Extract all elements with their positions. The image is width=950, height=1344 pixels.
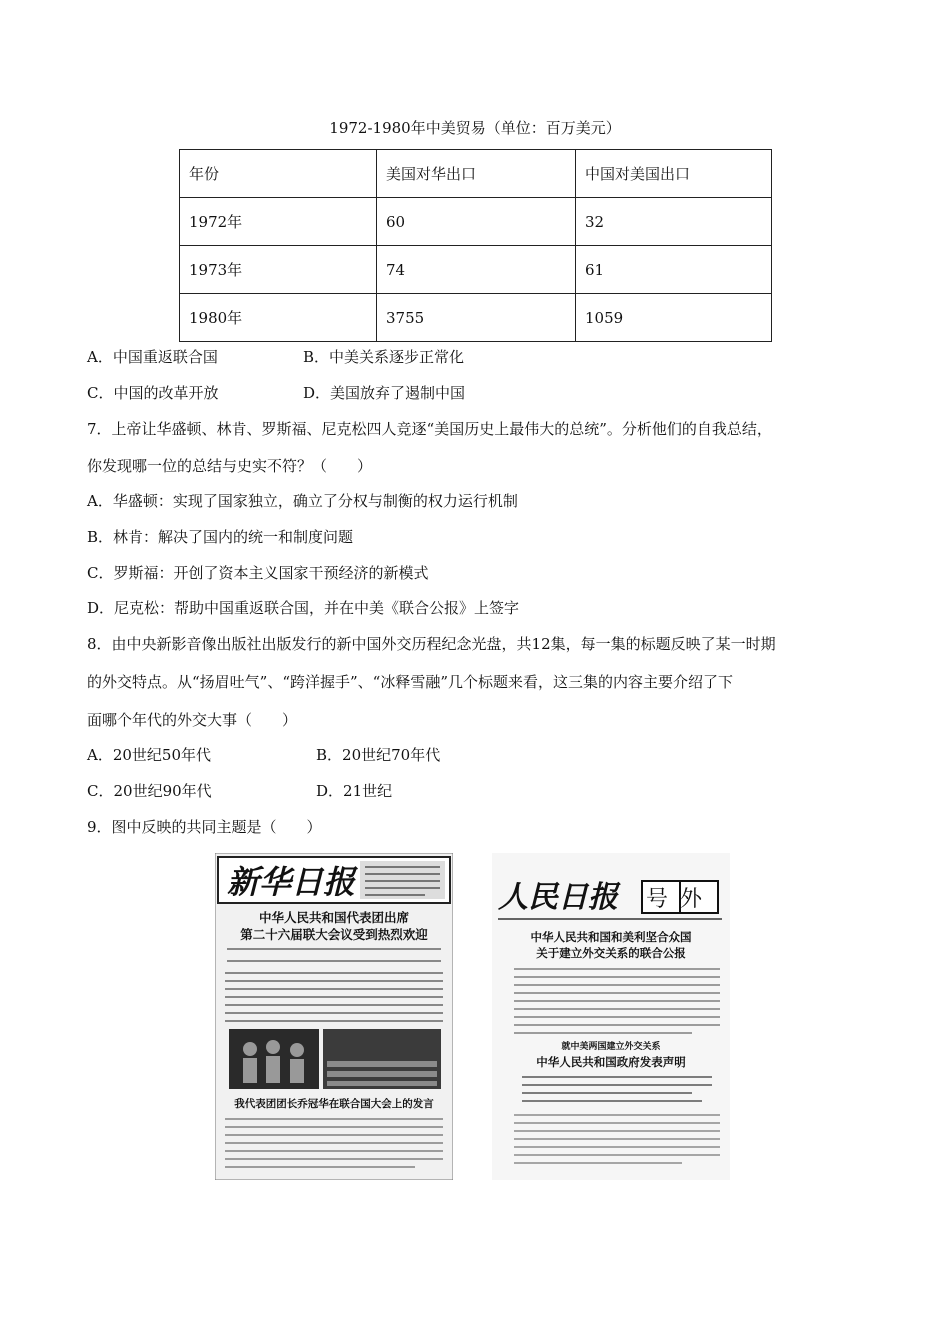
table-caption: 1972-1980年中美贸易（单位：百万美元） xyxy=(329,119,621,137)
table-cell: 32 xyxy=(576,198,772,246)
q8-option-b: B．20世纪70年代 xyxy=(316,746,441,764)
table-header-cell: 年份 xyxy=(180,150,377,198)
q8-option-a: A．20世纪50年代 xyxy=(87,746,212,764)
table-cell: 1973年 xyxy=(180,246,377,294)
q7-option-a: A．华盛顿：实现了国家独立，确立了分权与制衡的权力运行机制 xyxy=(87,492,518,510)
table-row xyxy=(180,198,772,246)
q6-option-a: A．中国重返联合国 xyxy=(87,348,218,366)
q8-option-c: C．20世纪90年代 xyxy=(87,782,212,800)
q6-option-d: D．美国放弃了遏制中国 xyxy=(303,384,466,402)
newspaper-xinhua-image xyxy=(215,853,453,1180)
q8-stem-line3: 面哪个年代的外交大事（ ） xyxy=(87,711,298,729)
table-cell: 1059 xyxy=(576,294,772,342)
table-cell: 1980年 xyxy=(180,294,377,342)
paper2-extra: 号外 xyxy=(645,887,715,912)
q8-option-d: D．21世纪 xyxy=(316,782,393,800)
paper2-headline2: 关于建立外交关系的联合公报 xyxy=(536,946,686,960)
q7-stem-line1: 7．上帝让华盛顿、林肯、罗斯福、尼克松四人竞逐“美国历史上最伟大的总统”。分析他们的自我总结， xyxy=(87,420,772,438)
q7-option-b: B．林肯：解决了国内的统一和制度问题 xyxy=(87,528,354,546)
paper1-headline2: 第二十六届联大会议受到热烈欢迎 xyxy=(240,927,428,942)
table-header-cell: 美国对华出口 xyxy=(377,150,576,198)
paper2-headline3: 中华人民共和国政府发表声明 xyxy=(536,1055,686,1069)
table-cell: 1972年 xyxy=(180,198,377,246)
q7-option-d: D．尼克松：帮助中国重返联合国，并在中美《联合公报》上签字 xyxy=(87,599,520,617)
table-row xyxy=(180,294,772,342)
paper1-masthead: 新华日报 xyxy=(227,863,356,901)
paper1-headline1: 中华人民共和国代表团出席 xyxy=(258,910,410,925)
paper2-masthead: 人民日报 xyxy=(498,880,618,915)
q8-stem-line2: 的外交特点。从“扬眉吐气”、“跨洋握手”、“冰释雪融”几个标题来看，这三集的内容主要介绍了下 xyxy=(87,673,734,691)
trade-table xyxy=(179,149,772,342)
q7-option-c: C．罗斯福：开创了资本主义国家干预经济的新模式 xyxy=(87,564,429,582)
newspaper-peoples-daily-image xyxy=(492,853,730,1180)
paper1-subheadline: 我代表团团长乔冠华在联合国大会上的发言 xyxy=(234,1098,434,1110)
table-cell: 61 xyxy=(576,246,772,294)
q9-stem: 9．图中反映的共同主题是（ ） xyxy=(87,818,322,836)
q6-option-b: B．中美关系逐步正常化 xyxy=(303,348,465,366)
table-cell: 60 xyxy=(377,198,576,246)
paper2-subheadline: 就中美两国建立外交关系 xyxy=(561,1042,661,1052)
table-header-row xyxy=(180,150,772,198)
q7-stem-line2: 你发现哪一位的总结与史实不符？（ ） xyxy=(87,457,373,475)
table-cell: 3755 xyxy=(377,294,576,342)
table-cell: 74 xyxy=(377,246,576,294)
table-header-cell: 中国对美国出口 xyxy=(576,150,772,198)
q8-stem-line1: 8．由中央新影音像出版社出版发行的新中国外交历程纪念光盘，共12集，每一集的标题反映了某一时期 xyxy=(87,635,776,653)
table-row xyxy=(180,246,772,294)
q6-option-c: C．中国的改革开放 xyxy=(87,384,219,402)
paper2-headline1: 中华人民共和国和美利坚合众国 xyxy=(530,930,692,944)
